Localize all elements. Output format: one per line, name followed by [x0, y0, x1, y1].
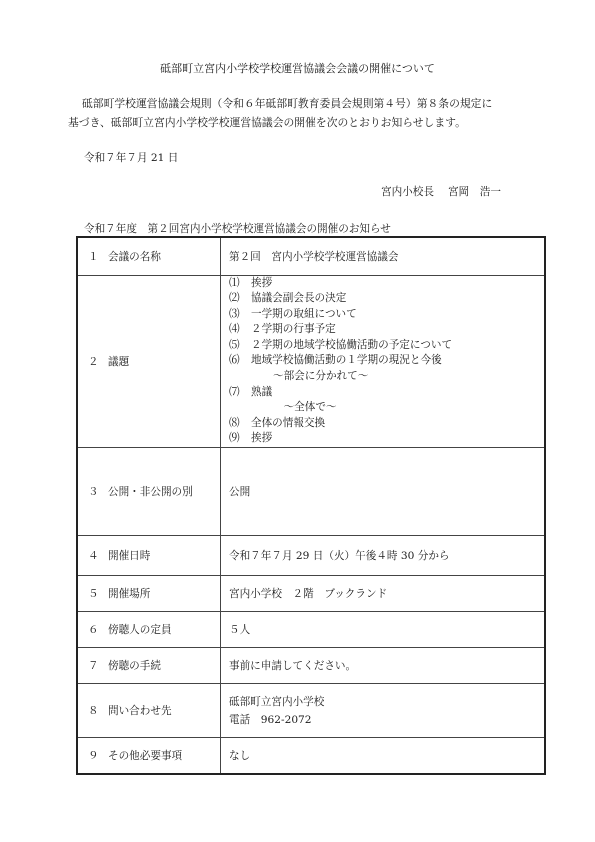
table-caption: 令和７年度 第２回宮内小学校学校運営協議会の開催のお知らせ [84, 223, 391, 235]
row-number: ８ [88, 705, 99, 718]
meeting-info-table [76, 236, 546, 775]
agenda-value [221, 275, 546, 448]
agenda-item-text: 協議会副会長の決定 [251, 292, 347, 305]
agenda-item-number: ⑶ [229, 307, 240, 320]
capacity-value: ５人 [221, 612, 546, 648]
row-label-text: 議題 [108, 355, 130, 368]
agenda-subnote: ～部会に分かれて～ [273, 370, 369, 383]
row-number: ５ [88, 588, 99, 601]
table-row [77, 576, 545, 612]
row-label [77, 576, 221, 612]
table-row [77, 612, 545, 648]
row-number: ３ [88, 486, 99, 499]
row-label [77, 612, 221, 648]
intro-line-1: 砥部町学校運営協議会規則（令和６年砥部町教育委員会規則第４号）第８条の規定に [82, 97, 493, 110]
agenda-item [229, 322, 544, 338]
notice-date: 令和７年７月 21 日 [84, 152, 179, 164]
row-label [77, 275, 221, 448]
row-label-text: 会議の名称 [108, 250, 161, 263]
table-row [77, 536, 545, 576]
other-value: なし [221, 738, 546, 774]
document-title: 砥部町立宮内小学校学校運営協議会会議の開催について [160, 62, 435, 75]
agenda-item-number: ⑷ [229, 323, 240, 336]
agenda-item [229, 307, 544, 323]
agenda-item-number: ⑴ [229, 276, 240, 289]
agenda-item-number: ⑻ [229, 416, 240, 429]
contact-organization: 砥部町立宮内小学校 [229, 695, 325, 708]
row-label [77, 648, 221, 684]
row-label-text: その他必要事項 [108, 749, 183, 762]
datetime-value: 令和７年７月 29 日（火）午後４時 30 分から [221, 536, 546, 576]
row-number: １ [88, 250, 99, 263]
row-label [77, 536, 221, 576]
agenda-item-text: ２学期の行事予定 [251, 323, 336, 336]
sender-name: 宮岡 浩一 [447, 186, 501, 198]
agenda-item-text: 挨拶 [251, 432, 273, 445]
agenda-item-number: ⑵ [229, 292, 240, 305]
agenda-item-number: ⑹ [229, 354, 240, 367]
row-label-text: 傍聴人の定員 [108, 624, 172, 637]
agenda-item-text: 一学期の取組について [251, 307, 357, 320]
intro-paragraph [68, 94, 548, 132]
table-row [77, 275, 545, 448]
agenda-subnote: ～全体で～ [273, 401, 337, 414]
agenda-item-number: ⑼ [229, 432, 240, 445]
agenda-item [229, 276, 544, 292]
agenda-item-text: 地域学校協働活動の１学期の現況と今後 [251, 354, 442, 367]
row-number: ９ [88, 749, 99, 762]
agenda-item [229, 385, 544, 401]
contact-value [221, 684, 546, 738]
row-label-text: 傍聴の手続 [108, 660, 161, 673]
meeting-name-value: 第２回 宮内小学校学校運営協議会 [221, 237, 546, 275]
row-label [77, 448, 221, 536]
agenda-item [229, 431, 544, 447]
agenda-item [229, 338, 544, 354]
row-label-text: 問い合わせ先 [108, 705, 172, 718]
row-number: ７ [88, 660, 99, 673]
table-row [77, 684, 545, 738]
table-row [77, 738, 545, 774]
agenda-item-text: ２学期の地域学校協働活動の予定について [251, 338, 453, 351]
row-label-text: 開催日時 [108, 550, 151, 563]
agenda-item [229, 291, 544, 307]
public-status-value: 公開 [221, 448, 546, 536]
sender [381, 184, 501, 199]
procedure-value: 事前に申請してください。 [221, 648, 546, 684]
table-row [77, 448, 545, 536]
agenda-item [229, 353, 544, 369]
sender-role: 宮内小校長 [381, 186, 434, 198]
row-label [77, 738, 221, 774]
row-label-text: 公開・非公開の別 [108, 486, 193, 499]
agenda-item-text: 全体の情報交換 [251, 416, 326, 429]
row-label [77, 237, 221, 275]
agenda-item [229, 416, 544, 432]
intro-line-2: 基づき、砥部町立宮内小学校学校運営協議会の開催を次のとおりお知らせします。 [68, 116, 466, 129]
place-value: 宮内小学校 ２階 ブックランド [221, 576, 546, 612]
table-row [77, 237, 545, 275]
row-label [77, 684, 221, 738]
agenda-list [229, 276, 544, 448]
agenda-item-number: ⑸ [229, 338, 240, 351]
agenda-item-number: ⑺ [229, 385, 240, 398]
row-number: ２ [88, 355, 99, 368]
table-row [77, 648, 545, 684]
row-number: ６ [88, 624, 99, 637]
agenda-item-text: 熟議 [251, 385, 273, 398]
agenda-item-text: 挨拶 [251, 276, 273, 289]
contact-phone: 電話 962-2072 [229, 713, 312, 726]
row-label-text: 開催場所 [108, 588, 151, 601]
row-number: ４ [88, 550, 99, 563]
